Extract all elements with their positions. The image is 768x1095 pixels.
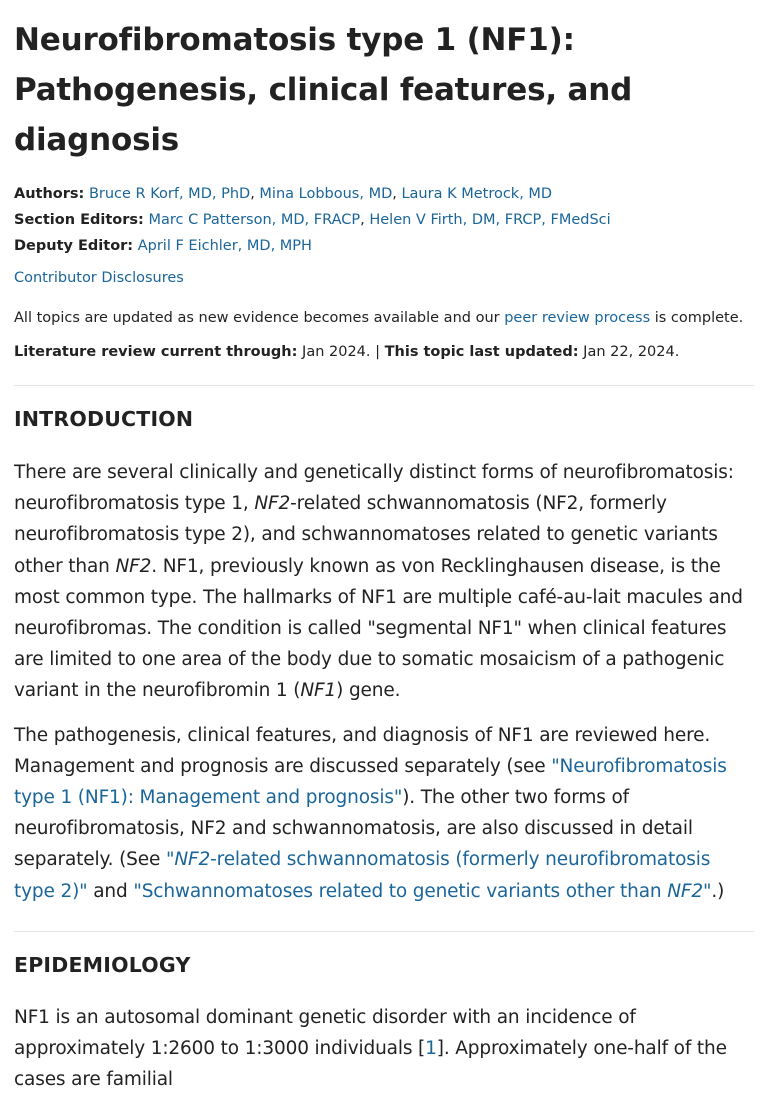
last-updated-label: This topic last updated: xyxy=(384,344,579,360)
update-notice: All topics are updated as new evidence becomes available and our peer review process is complete. xyxy=(14,310,744,326)
editor-link-firth[interactable]: Helen V Firth, DM, FRCP, FMedSci xyxy=(369,212,611,228)
section-editors-row: Section Editors: Marc C Patterson, MD, FRACP, Helen V Firth, DM, FRCP, FMedSci xyxy=(14,212,611,228)
epidemiology-paragraph-1: NF1 is an autosomal dominant genetic disorder with an incidence of approximately 1:2600 to 1:3000 individuals [1]. Approximately one-half of the cases are familial xyxy=(14,1006,727,1091)
author-link-korf[interactable]: Bruce R Korf, MD, PhD xyxy=(88,186,251,202)
authors-label: Authors: xyxy=(14,186,85,202)
authors-row: Authors: Bruce R Korf, MD, PhD, Mina Lobbous, MD, Laura K Metrock, MD xyxy=(14,186,553,202)
author-link-metrock[interactable]: Laura K Metrock, MD xyxy=(401,186,553,202)
link-schwannomatoses-other-variants[interactable]: "Schwannomatoses related to genetic variants other than NF2" xyxy=(133,880,712,902)
deputy-editor-row xyxy=(14,233,754,259)
deputy-editor-link-eichler[interactable]: April F Eichler, MD, MPH xyxy=(137,238,312,254)
peer-review-process-link[interactable]: peer review process xyxy=(504,310,651,326)
editor-link-patterson[interactable]: Marc C Patterson, MD, FRACP xyxy=(148,212,361,228)
introduction-heading: INTRODUCTION xyxy=(14,407,194,431)
epidemiology-heading: EPIDEMIOLOGY xyxy=(14,952,191,977)
link-nf1-management-prognosis[interactable]: "Neurofibromatosis type 1 (NF1): Management and prognosis" xyxy=(14,755,727,809)
page-title: Neurofibromatosis type 1 (NF1): Pathogenesis, clinical features, and diagnosis xyxy=(14,22,633,158)
contributors xyxy=(14,181,754,259)
lit-review-label: Literature review current through: xyxy=(14,344,298,360)
author-link-lobbous[interactable]: Mina Lobbous, MD xyxy=(259,186,393,202)
last-updated-value: Jan 22, 2024. xyxy=(578,344,680,360)
deputy-editor-label: Deputy Editor: xyxy=(14,238,134,254)
link-nf2-related-schwannomatosis[interactable]: "NF2-related schwannomatosis (formerly neurofibromatosis type 2)" xyxy=(14,849,711,902)
introduction-paragraph-1: There are several clinically and genetically distinct forms of neurofibromatosis: neurofibromatosis type 1, NF2-related schwannomatosis (NF2, formerly neurofibromatosis type 2), and schwannomatoses related to genetic variants other than NF2. NF1, previously known as von Recklinghausen disease, is the most common type. The hallmarks of NF1 are multiple café-au-lait macules and neurofibromas. The condition is called "segmental NF1" when clinical features are limited to one area of the body due to somatic mosaicism of a pathogenic variant in the neurofibromin 1 (NF1) gene. xyxy=(14,462,743,702)
lit-review-value: Jan 2024. xyxy=(297,344,371,360)
review-dates: Literature review current through: Jan 2024. | This topic last updated: Jan 22, 2024. xyxy=(14,344,680,360)
introduction-paragraph-2: The pathogenesis, clinical features, and diagnosis of NF1 are reviewed here. Management and prognosis are discussed separately (see "Neurofibromatosis type 1 (NF1): Management and prognosis"). The other two forms of neurofibromatosis, NF2 and schwannomatosis, are also discussed in detail separately. (See "NF2-related schwannomatosis (formerly neurofibromatosis type 2)" and "Schwannomatoses related to genetic variants other than NF2".) xyxy=(14,724,727,902)
reference-link-1[interactable]: 1 xyxy=(425,1038,437,1060)
contributor-disclosures-link[interactable]: Contributor Disclosures xyxy=(14,270,184,286)
section-editors-label: Section Editors: xyxy=(14,212,144,228)
